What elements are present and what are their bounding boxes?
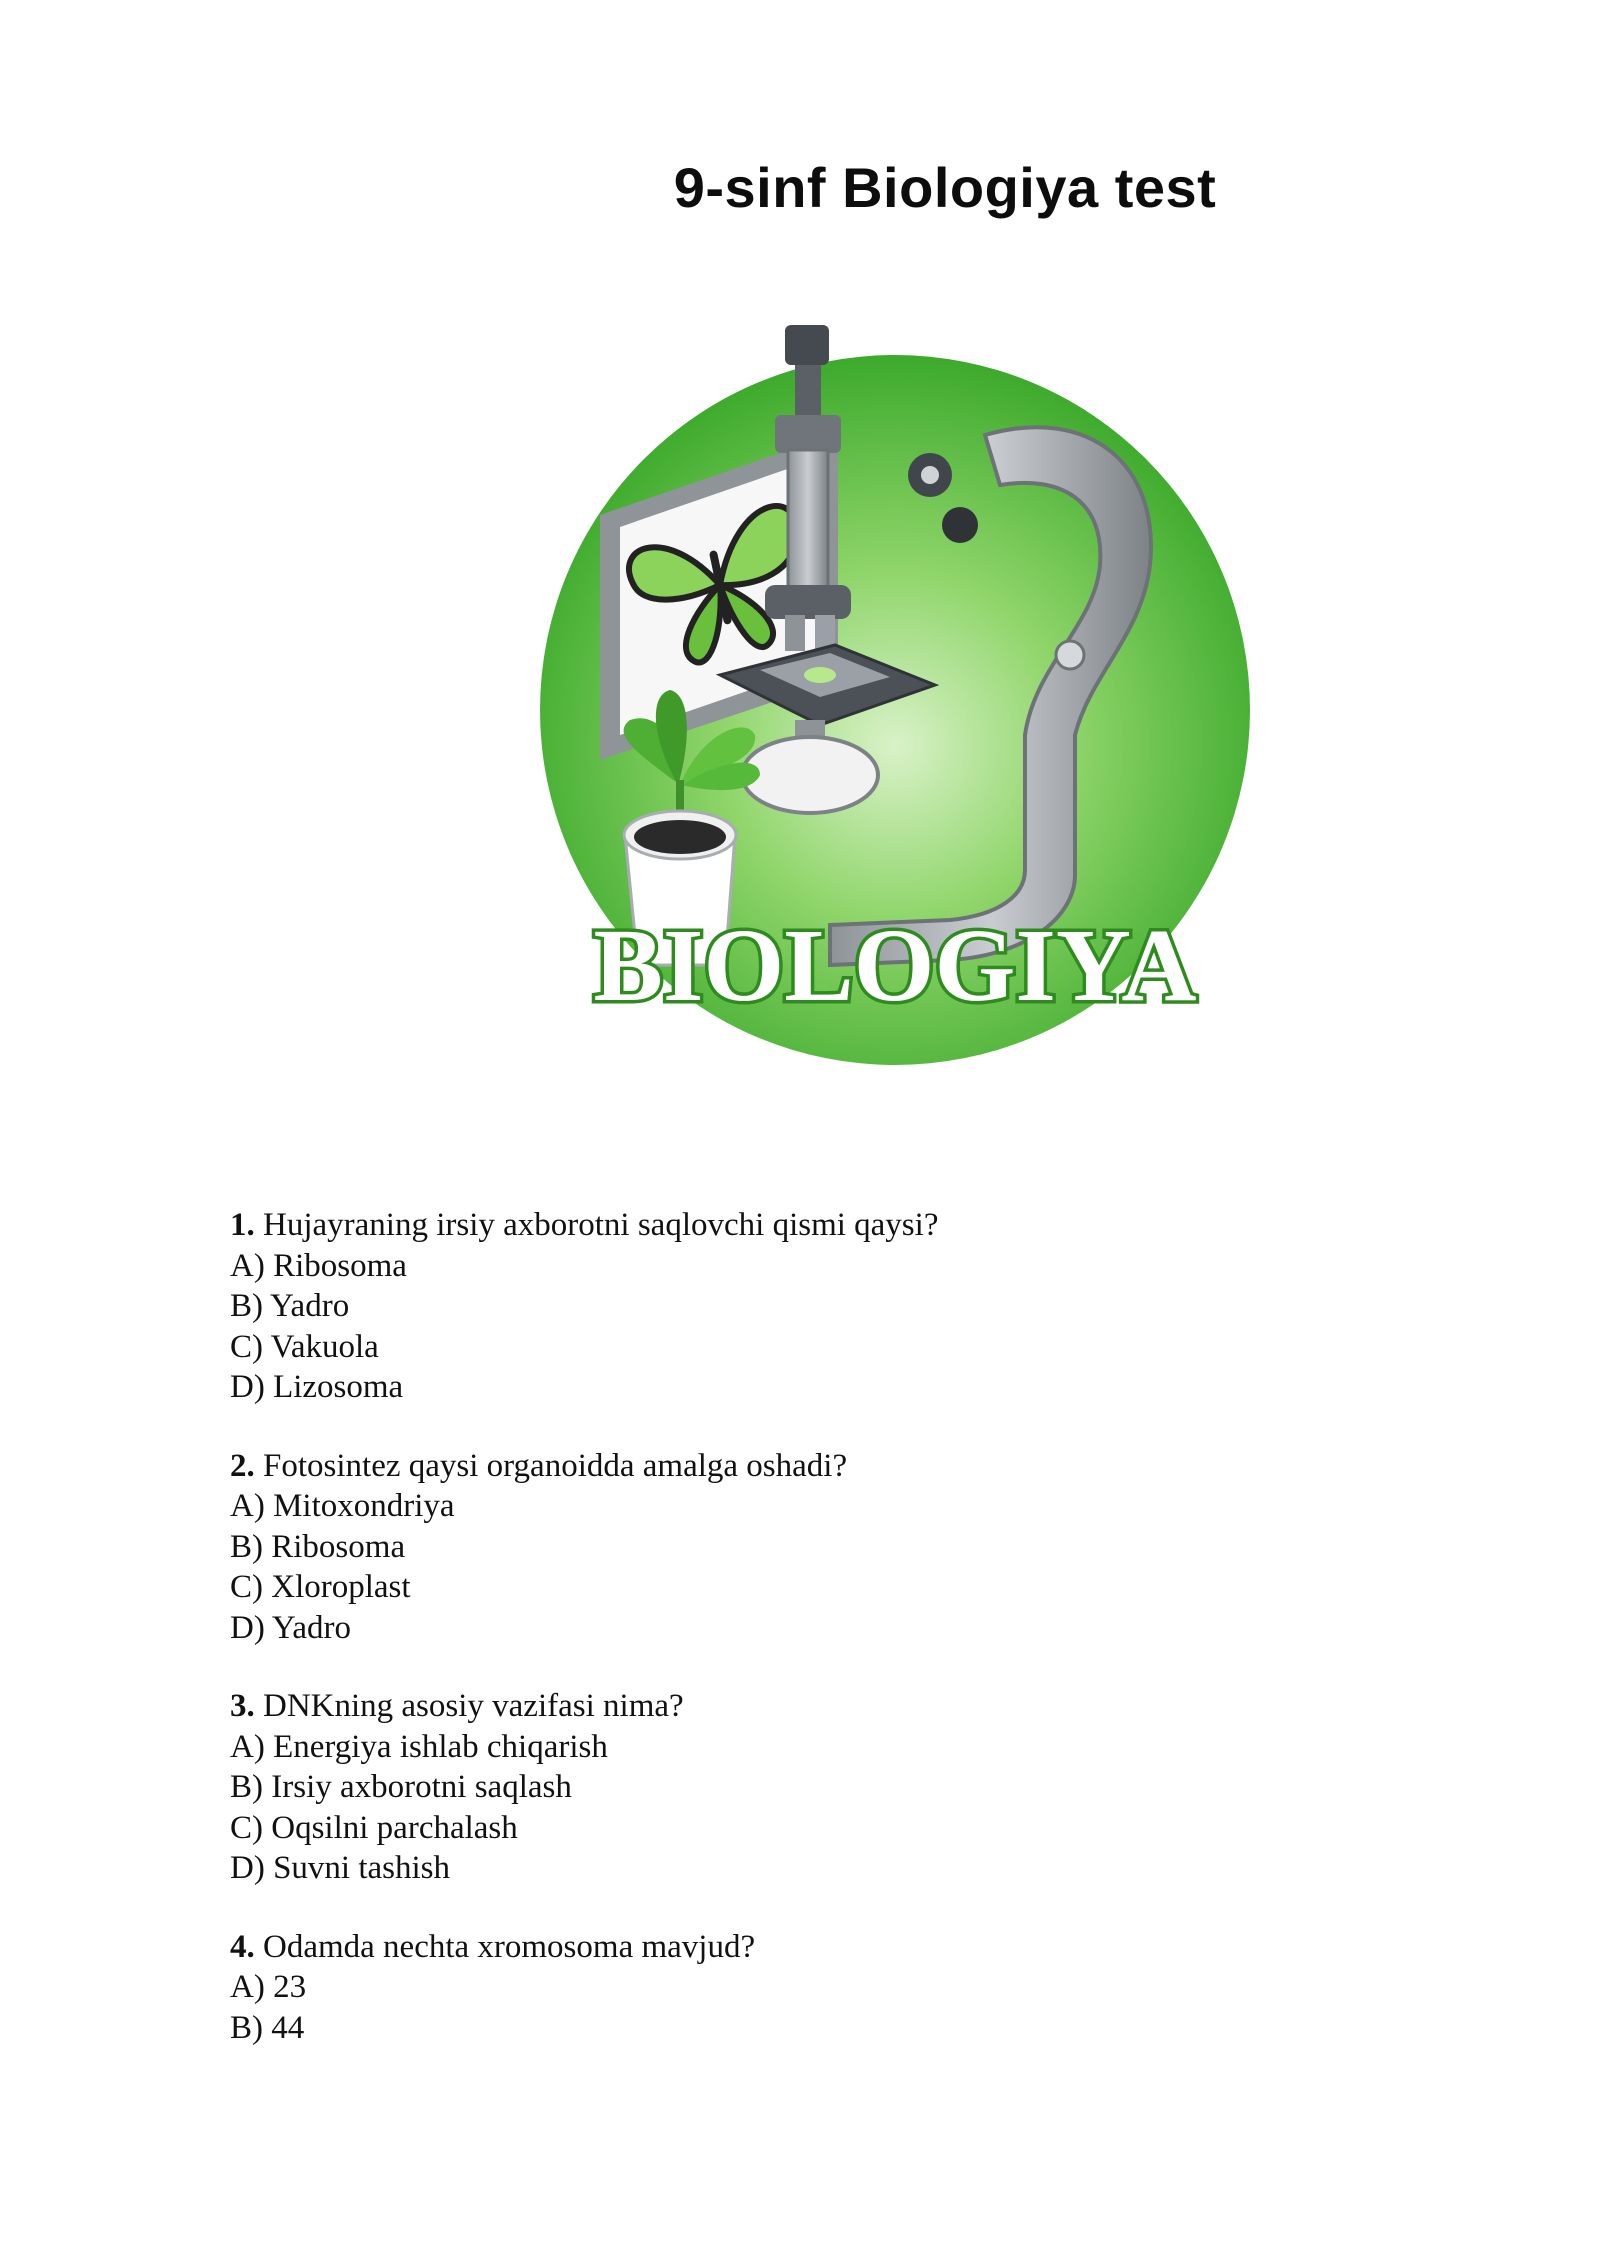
question-1	[230, 1205, 1430, 1408]
option-a: A) Mitoxondriya	[230, 1488, 455, 1524]
question-2	[230, 1446, 1430, 1649]
option-c: C) Xloroplast	[230, 1569, 411, 1605]
option-b: B) 44	[230, 2009, 305, 2046]
logo-text: BIOLOGIYA	[593, 908, 1197, 1023]
page-title: 9-sinf Biologiya test	[673, 156, 1217, 219]
question-prompt: Fotosintez qaysi organoidda amalga oshadi?	[254, 1447, 848, 1484]
option-a: A) 23	[230, 1969, 307, 2005]
biology-logo	[530, 315, 1270, 1075]
option-d: D) Suvni tashish	[230, 1850, 451, 1886]
question-number: 1.	[230, 1207, 255, 1243]
question-text	[230, 1446, 1430, 1487]
question-prompt: Hujayraning irsiy axborotni saqlovchi qismi qaysi?	[254, 1207, 939, 1243]
option-c: C) Oqsilni parchalash	[230, 1809, 518, 1846]
option-b: B) Yadro	[230, 1288, 350, 1324]
question-number: 3.	[230, 1688, 255, 1724]
question-text	[230, 1686, 1430, 1727]
question-list	[230, 1205, 1430, 2086]
question-number: 4.	[230, 1928, 255, 1965]
question-4	[230, 1927, 1430, 2049]
question-prompt: DNKning asosiy vazifasi nima?	[254, 1688, 684, 1724]
question-prompt: Odamda nechta xromosoma mavjud?	[254, 1928, 756, 1965]
question-text	[230, 1205, 1430, 1246]
option-a: A) Energiya ishlab chiqarish	[230, 1728, 608, 1765]
option-a: A) Ribosoma	[230, 1247, 407, 1284]
option-b: B) Irsiy axborotni saqlash	[230, 1769, 572, 1805]
option-c: C) Vakuola	[230, 1328, 379, 1365]
question-text	[230, 1927, 1430, 1968]
option-d: D) Yadro	[230, 1609, 352, 1646]
question-number: 2.	[230, 1447, 255, 1484]
option-d: D) Lizosoma	[230, 1369, 404, 1405]
question-3	[230, 1686, 1430, 1889]
option-b: B) Ribosoma	[230, 1528, 406, 1565]
